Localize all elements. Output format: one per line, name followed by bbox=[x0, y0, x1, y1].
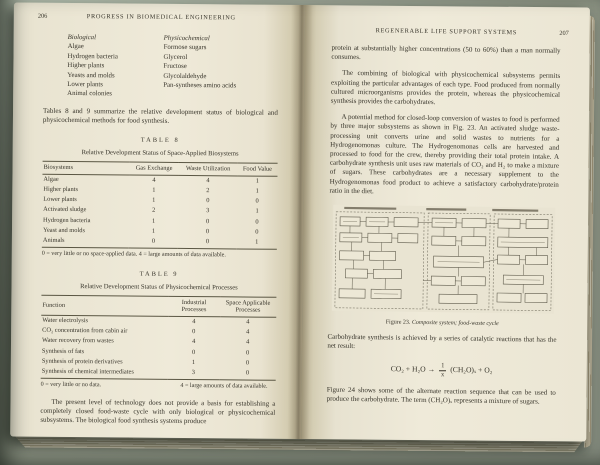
table-9-label: TABLE 9 bbox=[139, 270, 179, 278]
table-cell: 1 bbox=[191, 358, 196, 366]
table-cell: 1 bbox=[255, 177, 259, 185]
table-row bbox=[42, 236, 277, 250]
table-cell: Water recovery from wastes bbox=[41, 337, 114, 345]
table-cell: 4 bbox=[206, 177, 210, 185]
right-page-number: 207 bbox=[559, 29, 569, 37]
column-header: Waste Utilization bbox=[179, 163, 238, 176]
list-item: Algae bbox=[67, 43, 84, 51]
table-cell: 1 bbox=[237, 238, 277, 250]
column-header: Space Applicable Processes bbox=[220, 297, 277, 318]
table-cell: Synthesis of protein derivatives bbox=[41, 357, 123, 366]
left-page-number: 206 bbox=[37, 12, 48, 20]
column-header: Gas Exchange bbox=[129, 162, 178, 175]
left-running-head bbox=[37, 12, 279, 22]
list-item: Glycerol bbox=[163, 53, 188, 61]
table-cell: Lower plants bbox=[43, 196, 77, 204]
figure-23 bbox=[328, 205, 559, 328]
equation-fraction bbox=[439, 363, 447, 379]
table-cell: 1 bbox=[151, 217, 156, 225]
column-header: Food Value bbox=[237, 163, 277, 176]
table-cell: 1 bbox=[255, 187, 259, 195]
list-item: Pan-syntheses amino acids bbox=[163, 81, 237, 90]
table-cell: 1 bbox=[152, 196, 156, 204]
figure-caption-text: Composite system; food-waste cycle bbox=[411, 319, 499, 328]
closing-paragraph: The present level of technology does not provide a basis for establishing a completely closed food-waste cycle with only biological or physicochemical subsystems. The biological food synthesis systems produce bbox=[40, 397, 276, 426]
biological-column bbox=[67, 33, 164, 100]
table-cell: 0 bbox=[255, 218, 259, 226]
list-item: Higher plants bbox=[67, 62, 105, 70]
table-header-row bbox=[41, 295, 276, 317]
right-running-head bbox=[332, 27, 569, 37]
table-cell: 4 bbox=[152, 176, 156, 184]
right-page bbox=[301, 5, 590, 441]
open-book bbox=[10, 2, 590, 457]
column-header: Biosystems bbox=[42, 162, 129, 175]
table-cell: 0 bbox=[205, 217, 210, 225]
table-cell: 0 bbox=[206, 197, 210, 205]
equation-rhs: (CH₂O)ₓ + O₂ bbox=[450, 365, 493, 376]
table-cell: 0 bbox=[255, 228, 259, 236]
left-page bbox=[10, 2, 305, 439]
table-8-label: TABLE 8 bbox=[140, 136, 180, 145]
net-reaction-equation bbox=[327, 361, 556, 380]
table-row bbox=[41, 367, 276, 381]
table-cell: 4 bbox=[246, 318, 250, 326]
methods-list bbox=[67, 33, 278, 101]
fraction-numerator: 1 bbox=[439, 363, 446, 371]
figure-caption-label: Figure 23. bbox=[385, 319, 411, 326]
table-9 bbox=[41, 295, 277, 381]
paragraph-2: The combining of biological with physicochemical subsystems permits exploiting the particular advantages of each type. Food produced from normally cultured microorganisms provides the protein, whereas the physicochemical synthesis provides the carbohydrates. bbox=[330, 69, 561, 107]
table-cell: Higher plants bbox=[43, 185, 78, 194]
table-9-title: Relative Development Status of Physicochemical Processes bbox=[80, 282, 238, 292]
page-spread bbox=[10, 2, 590, 441]
figure-23-caption bbox=[328, 319, 557, 328]
list-item: Lower plants bbox=[67, 80, 103, 89]
reaction-arrow: → bbox=[427, 365, 436, 375]
figure-23-diagram bbox=[331, 205, 554, 314]
biological-header: Biological bbox=[67, 33, 97, 42]
table-cell: CO₂ concentration from cabin air bbox=[42, 327, 128, 335]
table-cell: Algae bbox=[43, 175, 59, 183]
table-cell: 0 bbox=[205, 228, 210, 236]
table-8 bbox=[42, 161, 278, 250]
footnote-left: 0 = very little or no data. bbox=[40, 382, 102, 389]
table-cell: 1 bbox=[255, 208, 259, 216]
paragraph-1: protein at substantially higher concentrations (50 to 60%) than a man normally consumes. bbox=[331, 43, 561, 62]
table-cell: 4 bbox=[246, 328, 250, 336]
table-cell: 1 bbox=[151, 227, 156, 235]
table-cell: 0 bbox=[245, 349, 250, 357]
paragraph-4: Carbohydrate synthesis is achieved by a series of catalytic reactions that has the net result: bbox=[327, 332, 557, 351]
table-cell: Hydrogen bacteria bbox=[43, 216, 91, 224]
table-cell: 4 bbox=[192, 338, 196, 346]
table-cell: Synthesis of fats bbox=[41, 347, 85, 355]
table-cell: 0 bbox=[191, 348, 196, 356]
left-running-head-title: PROGRESS IN BIOMEDICAL ENGINEERING bbox=[86, 13, 236, 22]
list-item: Formose sugars bbox=[163, 44, 207, 52]
physicochemical-column bbox=[163, 34, 278, 101]
table-cell: 0 bbox=[245, 359, 250, 367]
table-cell: Animals bbox=[42, 236, 129, 248]
list-item: Animal colonies bbox=[67, 90, 112, 98]
table-cell: 3 bbox=[168, 368, 220, 380]
column-header: Function bbox=[41, 295, 168, 316]
table-cell: 4 bbox=[246, 338, 250, 347]
table-cell: 0 bbox=[219, 368, 275, 380]
intro-paragraph: Tables 8 and 9 summarize the relative development status of biological and physicochemical methods for food synthesis. bbox=[42, 106, 278, 125]
table-cell: 4 bbox=[192, 318, 196, 326]
table-cell: 3 bbox=[206, 207, 210, 215]
table-8-title: Relative Development Status of Space-Applied Biosystems bbox=[81, 149, 239, 158]
paragraph-5: Figure 24 shows some of the alternate reaction sequence that can be used to produce the carbohydrate. The term (CH₂O)ₓ represents a mixture of sugars. bbox=[326, 385, 556, 406]
table-cell: 2 bbox=[206, 187, 210, 195]
table-cell: Synthesis of chemical intermediates bbox=[41, 367, 168, 380]
table-cell: 2 bbox=[152, 207, 156, 215]
list-item: Glycolaldehyde bbox=[163, 72, 207, 80]
footnote-right: 4 = large amounts of data available. bbox=[180, 383, 268, 390]
left-page-content bbox=[10, 2, 305, 439]
fraction-denominator: x bbox=[440, 370, 445, 378]
list-item: Hydrogen bacteria bbox=[67, 52, 118, 61]
table-cell: Water electrolysis bbox=[42, 316, 89, 325]
right-page-content bbox=[300, 4, 591, 442]
right-running-head-title: REGENERABLE LIFE SUPPORT SYSTEMS bbox=[375, 27, 517, 37]
table-cell: 0 bbox=[129, 237, 178, 249]
list-item: Fructose bbox=[163, 63, 187, 71]
table-cell: 0 bbox=[178, 237, 237, 249]
physicochemical-header: Physicochemical bbox=[163, 34, 210, 43]
table-cell: Yeast and molds bbox=[42, 226, 85, 234]
table-9-footnote bbox=[41, 382, 276, 392]
table-cell: Activated sludge bbox=[43, 206, 87, 214]
table-cell: 0 bbox=[255, 197, 259, 205]
table-cell: 1 bbox=[152, 186, 156, 194]
paragraph-3: A potential method for closed-loop conversion of wastes to food is performed by three major subsystems as shown in Fig. 23. An activated sludge waste-processing unit converts urine and solid wastes to nutrients for a Hydrogenomonas culture. The Hydrogenomonas cells are harvested and processed to food for the crew, thereby providing their total protein intake. A carbohydrate synthesis unit uses raw materials of CO₂ and H₂ to make a mixture of sugars. These carbohydrates are a necessary supplement to the Hydrogenomonas food product to achieve a satisfactory carbohydrate/protein ratio in the diet. bbox=[329, 113, 560, 196]
list-item: Yeasts and molds bbox=[67, 71, 115, 80]
table-8-footnote: 0 = very little or no space-applied data. 4 = large amounts of data available. bbox=[41, 251, 226, 259]
column-header: Industrial Processes bbox=[168, 296, 220, 317]
table-cell: 0 bbox=[192, 328, 196, 336]
equation-lhs: CO₂ + H₂O bbox=[390, 364, 426, 375]
